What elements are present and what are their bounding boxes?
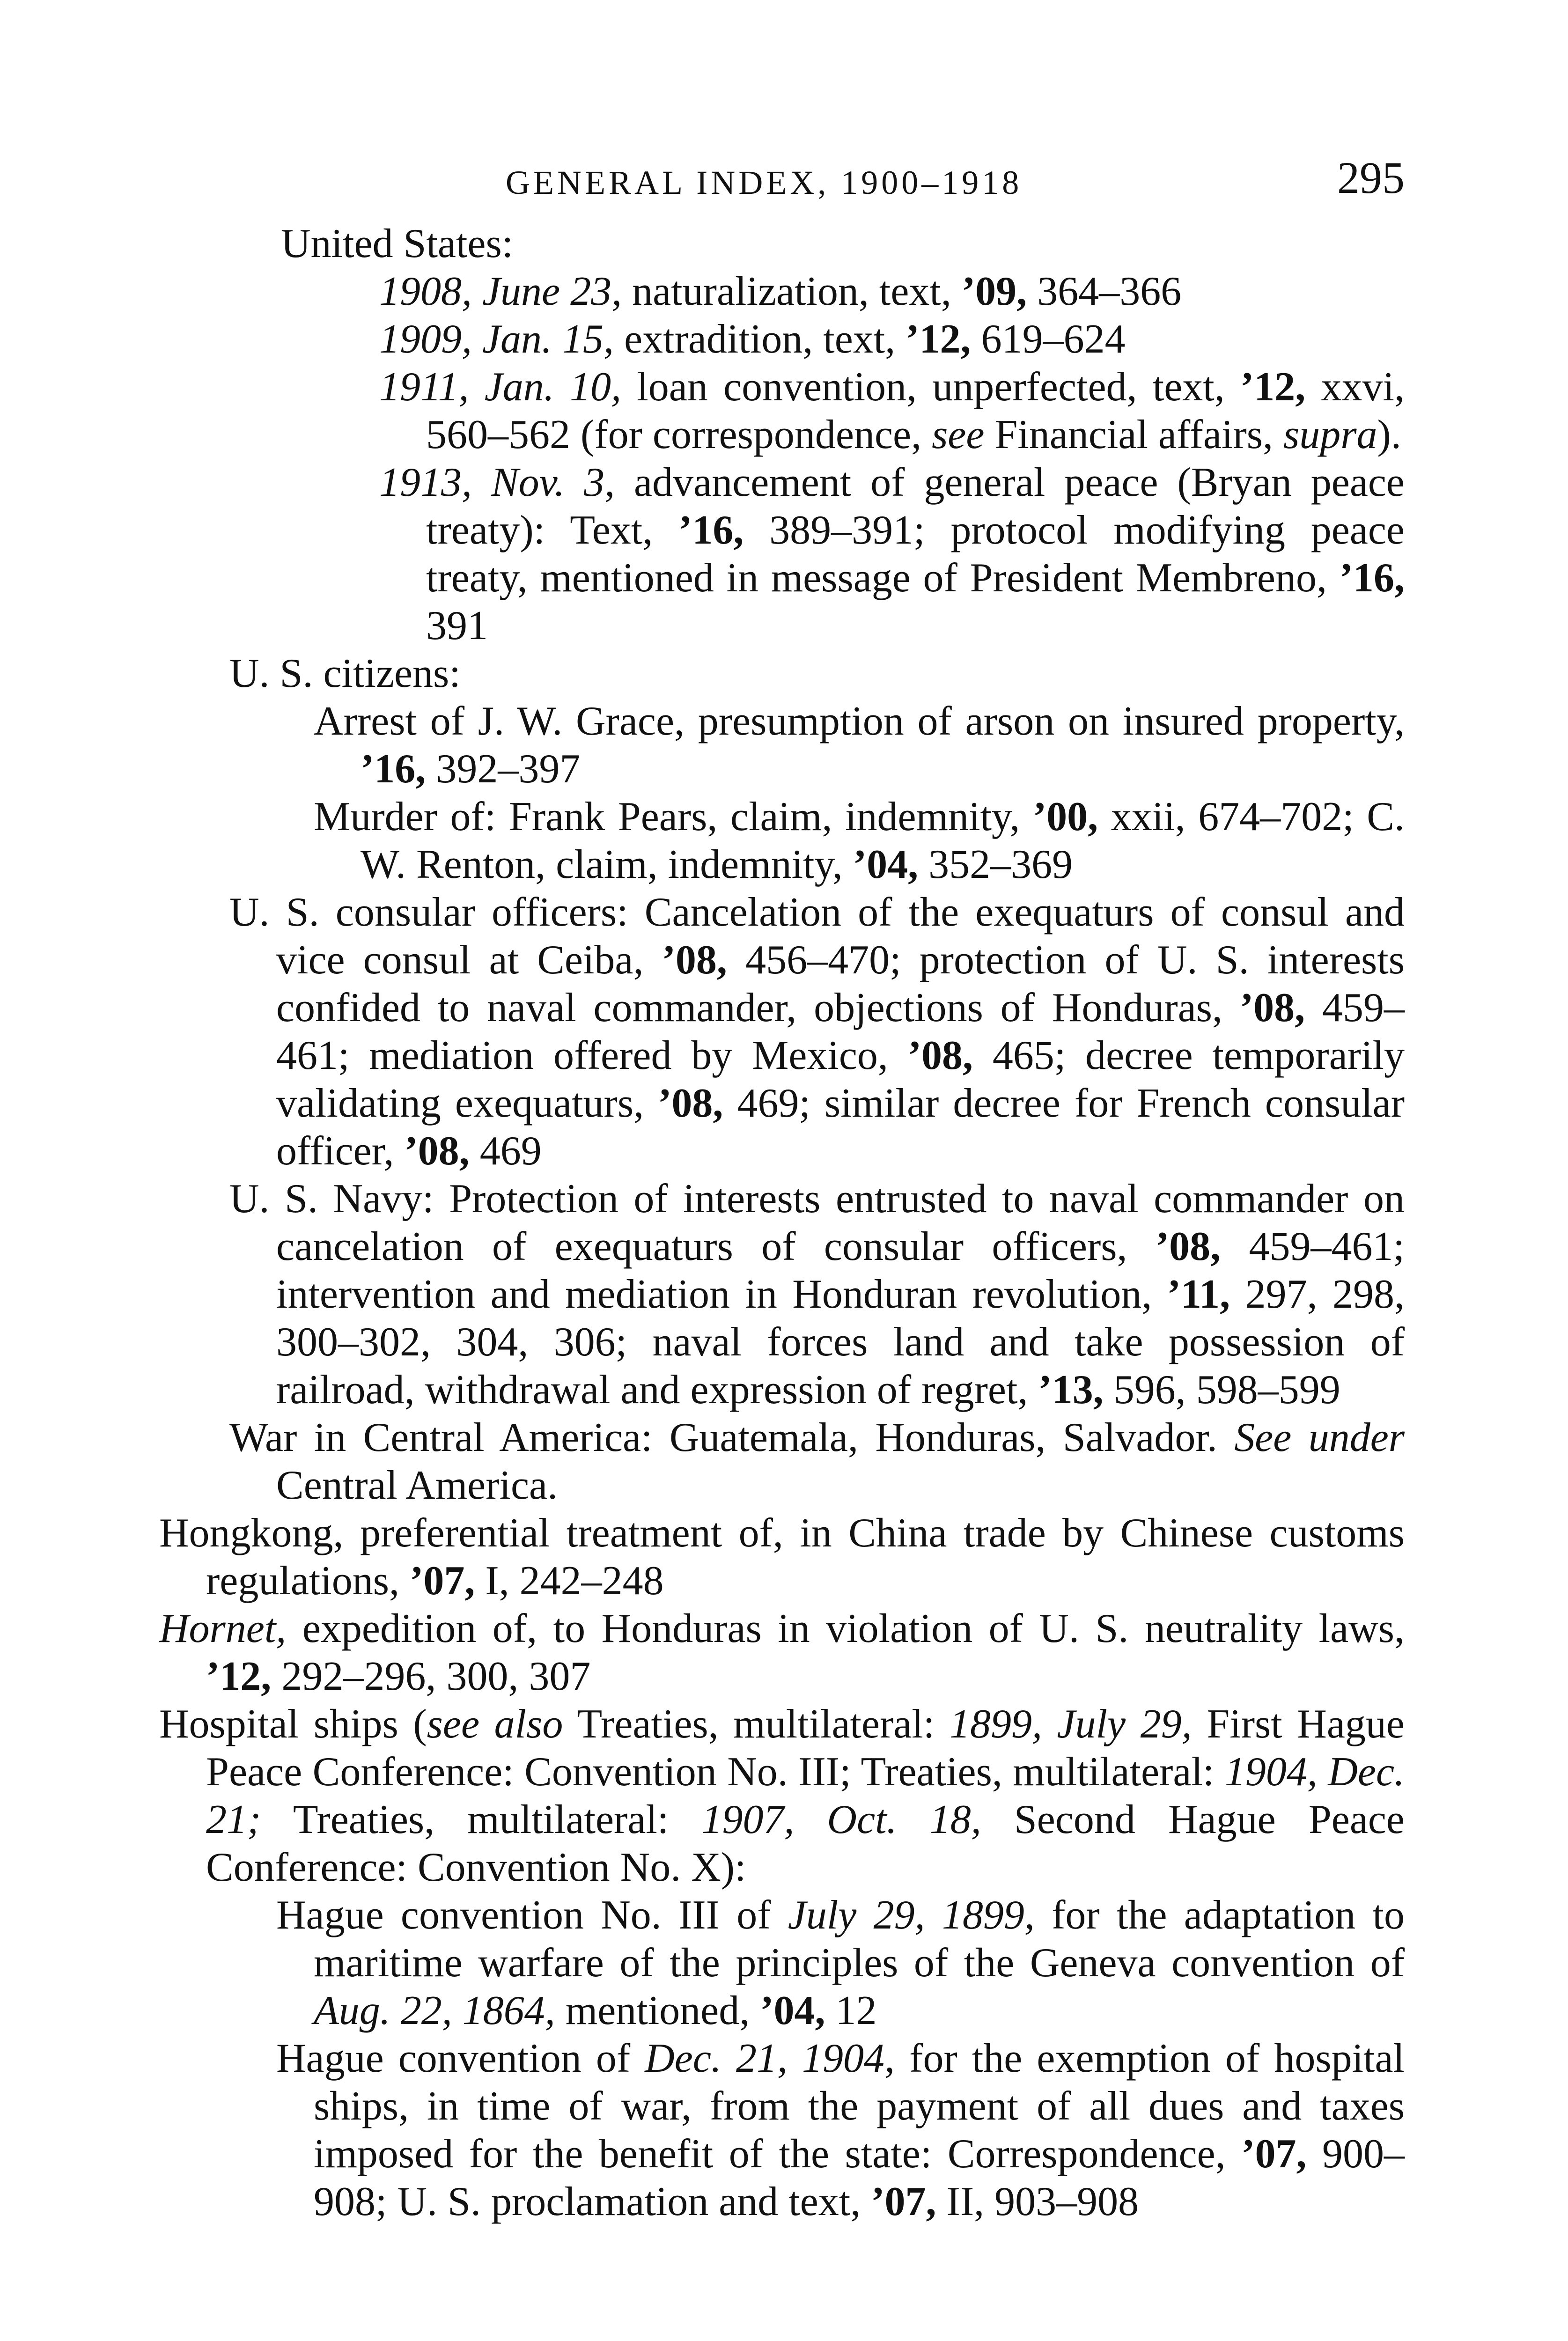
index-subentry-1913: 1913, Nov. 3, advancement of general peace (Bryan peace treaty): Text, ’16, 389–391; protocol modifying peace treaty, mentioned in message of President Membreno, ’16, 391 bbox=[379, 460, 1405, 648]
index-page bbox=[159, 155, 1405, 2226]
page-number: 295 bbox=[1337, 153, 1405, 203]
index-entry-hongkong: Hongkong, preferential treatment of, in China trade by Chinese customs regulations, ’07, I, 242–248 bbox=[159, 1510, 1405, 1604]
index-subentry-1911: 1911, Jan. 10, loan convention, unperfected, text, ’12, xxvi, 560–562 (for correspondence, see Financial affairs, supra). bbox=[379, 364, 1405, 457]
index-entry-consular-officers: U. S. consular officers: Cancelation of the exequaturs of consul and vice consul at Ceiba, ’08, 456–470; protection of U. S. interests confided to naval commander, objections of Honduras, ’08, 459–461; mediation offered by Mexico, ’08, 465; decree temporarily validating exequaturs, ’08, 469; similar decree for French consular officer, ’08, 469 bbox=[229, 890, 1405, 1174]
index-entry-war-central-america: War in Central America: Guatemala, Honduras, Salvador. See under Central America. bbox=[229, 1415, 1405, 1508]
index-subentry-murder: Murder of: Frank Pears, claim, indemnity, ’00, xxii, 674–702; C. W. Renton, claim, indemnity, ’04, 352–369 bbox=[314, 794, 1405, 887]
index-subentry-hague-1904: Hague convention of Dec. 21, 1904, for the exemption of hospital ships, in time of war, from the payment of all dues and taxes imposed for the benefit of the state: Correspondence, ’07, 900–908; U. S. proclamation and text, ’07, II, 903–908 bbox=[276, 2036, 1405, 2224]
index-entry-hospital-ships: Hospital ships (see also Treaties, multilateral: 1899, July 29, First Hague Peace Conference: Convention No. III; Treaties, multilateral: 1904, Dec. 21; Treaties, multilateral: 1907, Oct. 18, Second Hague Peace Conference: Convention No. X): bbox=[159, 1701, 1405, 1890]
index-subentry-grace: Arrest of J. W. Grace, presumption of arson on insured property, ’16, 392–397 bbox=[314, 699, 1405, 792]
index-entry-united-states: United States: bbox=[281, 221, 514, 266]
index-entry-hornet: Hornet, expedition of, to Honduras in violation of U. S. neutrality laws, ’12, 292–296, 300, 307 bbox=[159, 1606, 1405, 1699]
index-subentry-hague-1899: Hague convention No. III of July 29, 1899, for the adaptation to maritime warfare of the principles of the Geneva convention of Aug. 22, 1864, mentioned, ’04, 12 bbox=[276, 1892, 1405, 2033]
page-header bbox=[159, 155, 1405, 220]
running-head: GENERAL INDEX, 1900–1918 bbox=[506, 164, 1023, 201]
index-entry-us-navy: U. S. Navy: Protection of interests entrusted to naval commander on cancelation of exequaturs of consular officers, ’08, 459–461; intervention and mediation in Honduran revolution, ’11, 297, 298, 300–302, 304, 306; naval forces land and take possession of railroad, withdrawal and expression of regret, ’13, 596, 598–599 bbox=[229, 1176, 1405, 1413]
index-subentry-1908: 1908, June 23, naturalization, text, ’09, 364–366 bbox=[379, 269, 1182, 314]
index-entry-us-citizens: U. S. citizens: bbox=[229, 651, 461, 696]
index-subentry-1909: 1909, Jan. 15, extradition, text, ’12, 619–624 bbox=[379, 317, 1126, 362]
